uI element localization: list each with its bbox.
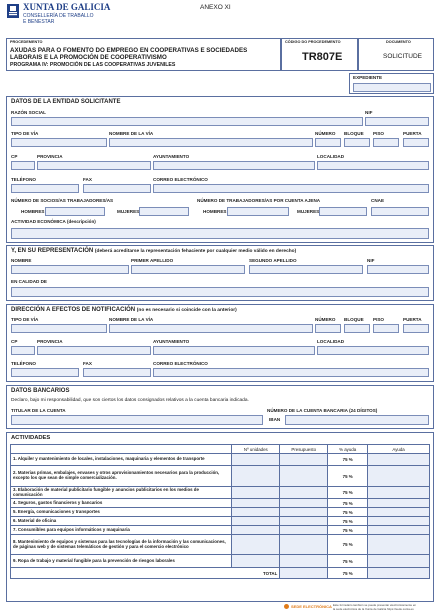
activity-units-field[interactable]: [232, 535, 280, 555]
activity-desc: 8. Mantenimiento de equipos y sistemas para las tecnologías de la información y las comunicaciones, de páginas web y de sistemas telemáticos de gestión y para el comercio electrónico: [11, 535, 232, 555]
col-aid-header: Ayuda: [368, 445, 430, 454]
activity-pct: 75 %: [328, 499, 368, 508]
representative-section: [6, 245, 434, 301]
provincia-field[interactable]: [37, 161, 151, 170]
code-label: CÓDIGO DO PROCEDEMENTO: [285, 40, 341, 44]
cp-label: CP: [11, 154, 18, 159]
procedure-program: PROGRAMA IV: PROMOCIÓN DE LAS COOPERATIVAS JUVENILES: [10, 62, 176, 68]
notif-tipo-via-label: TIPO DE VÍA: [11, 317, 39, 322]
activity-units-field[interactable]: [232, 499, 280, 508]
activity-desc: 3. Elaboración de material publicitario fungible y anuncios publicitarios en los medios de comunicación: [11, 487, 232, 499]
razon-field[interactable]: [11, 117, 363, 126]
document-box: [358, 38, 434, 71]
bank-section: [6, 385, 434, 429]
piso-label: PISO: [373, 131, 384, 136]
activity-desc: 6. Material de oficina: [11, 517, 232, 526]
nif-label: NIF: [365, 110, 373, 115]
xunta-logo: [6, 3, 20, 19]
activity-budget-field[interactable]: [280, 454, 328, 466]
rep-calidad-label: EN CALIDAD DE: [11, 279, 47, 284]
bloque-field[interactable]: [344, 138, 370, 147]
notif-cp-field[interactable]: [11, 346, 35, 355]
rep-calidad-field[interactable]: [11, 287, 429, 297]
dept-line1: CONSELLERÍA DE TRABALLO: [23, 13, 94, 19]
activity-row: [11, 508, 430, 517]
activities-title: ACTIVIDADES: [11, 435, 51, 441]
activity-units-field[interactable]: [232, 526, 280, 535]
notif-telefono-label: TELÉFONO: [11, 361, 37, 366]
notif-puerta-field[interactable]: [403, 324, 429, 333]
total-label: TOTAL: [11, 568, 280, 579]
razon-label: RAZÓN SOCIAL: [11, 110, 46, 115]
col-units-header: Nº unidades: [232, 445, 280, 454]
activity-aid-field[interactable]: [368, 466, 430, 487]
notif-bloque-label: BLOQUE: [344, 317, 364, 322]
code-box: [281, 38, 358, 71]
notif-piso-label: PISO: [373, 317, 384, 322]
activity-budget-field[interactable]: [280, 508, 328, 517]
rep-title: [11, 248, 296, 254]
piso-field[interactable]: [373, 138, 399, 147]
activity-row: [11, 487, 430, 499]
col-budget-header: Presupuesto: [280, 445, 328, 454]
rep-primer-label: PRIMER APELLIDO: [131, 258, 174, 263]
telefono-label: TELÉFONO: [11, 177, 37, 182]
total-budget-field[interactable]: [280, 568, 328, 579]
sede-icon: [284, 604, 289, 609]
bank-title: DATOS BANCARIOS: [11, 388, 70, 394]
activity-aid-field[interactable]: [368, 555, 430, 568]
rep-nif-field[interactable]: [367, 265, 429, 274]
activity-budget-field[interactable]: [280, 555, 328, 568]
activity-desc: 7. Consumibles para equipos informáticos y maquinaria: [11, 526, 232, 535]
procedure-code: TR807E: [302, 51, 343, 63]
col-desc-header: [11, 445, 232, 454]
annex-label: ANEXO XI: [200, 4, 231, 11]
activity-aid-field[interactable]: [368, 508, 430, 517]
rep-title-text: Y, EN SU REPRESENTACIÓN: [11, 248, 94, 254]
activity-desc: 2. Materias primas, embalajes, envases y otros aprovisionamientos necesarios para la producción, excepto los que sean de simple comercialización.: [11, 466, 232, 487]
tipo-via-label: TIPO DE VÍA: [11, 131, 39, 136]
sede-badge[interactable]: [284, 604, 332, 609]
trabajadores-label: NÚMERO DE TRABAJADORES/AS POR CUENTA AJENA: [197, 198, 321, 203]
socios-mujeres-label: MUJERES: [117, 209, 140, 214]
expediente-box: [349, 73, 434, 94]
activity-pct: 75 %: [328, 535, 368, 555]
activity-units-field[interactable]: [232, 487, 280, 499]
notif-ayuntamiento-label: AYUNTAMIENTO: [153, 339, 190, 344]
notif-numero-label: NÚMERO: [315, 317, 336, 322]
notif-fax-label: FAX: [83, 361, 92, 366]
ayuntamiento-field[interactable]: [153, 161, 315, 170]
bloque-label: BLOQUE: [344, 131, 364, 136]
rep-primer-field[interactable]: [131, 265, 245, 274]
activity-desc: 5. Energía, comunicaciones y transportes: [11, 508, 232, 517]
footer-note-1: Este formulario también se puede presentar electrónicamente en: [333, 603, 417, 607]
iban-label: IBAN: [269, 417, 281, 422]
numero-label: NÚMERO: [315, 131, 336, 136]
notif-cp-label: CP: [11, 339, 18, 344]
rep-nif-label: NIF: [367, 258, 375, 263]
rep-nombre-label: NOMBRE: [11, 258, 32, 263]
notif-provincia-label: PROVINCIA: [37, 339, 63, 344]
rep-note: (deberá acreditarse la representación fehaciente por cualquier medio válido en derecho): [94, 249, 297, 254]
notif-nombre-via-label: NOMBRE DE LA VÍA: [109, 317, 154, 322]
tipo-via-field[interactable]: [11, 138, 107, 147]
activity-row: [11, 555, 430, 568]
procedure-box: [6, 38, 281, 71]
activity-row: [11, 454, 430, 466]
notification-section: [6, 304, 434, 382]
activity-aid-field[interactable]: [368, 454, 430, 466]
notif-localidad-field[interactable]: [317, 346, 429, 355]
activity-units-field[interactable]: [232, 454, 280, 466]
activity-total-row: [11, 568, 430, 579]
activity-row: [11, 499, 430, 508]
fax-field[interactable]: [83, 184, 151, 193]
activity-aid-field[interactable]: [368, 487, 430, 499]
account-number-label: NÚMERO DE LA CUENTA BANCARIA (24 DÍGITOS): [267, 408, 378, 413]
notif-nombre-via-field[interactable]: [109, 324, 313, 333]
col-pct-header: % ayuda: [328, 445, 368, 454]
activity-desc: 4. Seguros, gastos financieros y bancarios: [11, 499, 232, 508]
activity-aid-field[interactable]: [368, 517, 430, 526]
activity-units-field[interactable]: [232, 555, 280, 568]
notif-fax-field[interactable]: [83, 368, 151, 377]
activity-units-field[interactable]: [232, 517, 280, 526]
cp-field[interactable]: [11, 161, 35, 170]
activity-desc: 9. Ropa de trabajo y material fungible para la prevención de riesgos laborales: [11, 555, 232, 568]
ayuntamiento-label: AYUNTAMIENTO: [153, 154, 190, 159]
notif-correo-field[interactable]: [153, 368, 429, 377]
notif-numero-field[interactable]: [315, 324, 341, 333]
telefono-field[interactable]: [11, 184, 79, 193]
procedure-label: PROCEDEMENTO: [10, 40, 43, 44]
activity-units-field[interactable]: [232, 508, 280, 517]
nombre-via-label: NOMBRE DE LA VÍA: [109, 131, 154, 136]
trab-hombres-label: HOMBRES: [203, 209, 227, 214]
notif-note: (no es necesario si coincide con la anterior): [136, 308, 237, 313]
correo-field[interactable]: [153, 184, 429, 193]
activity-pct: 75 %: [328, 526, 368, 535]
notif-piso-field[interactable]: [373, 324, 399, 333]
activity-pct: 75 %: [328, 454, 368, 466]
notif-title-text: DIRECCIÓN A EFECTOS DE NOTIFICACIÓN: [11, 307, 136, 313]
expediente-field[interactable]: [353, 83, 431, 92]
titular-label: TITULAR DE LA CUENTA: [11, 408, 66, 413]
total-pct: 75 %: [328, 568, 368, 579]
socios-hombres-field[interactable]: [45, 207, 105, 216]
trab-mujeres-field[interactable]: [319, 207, 367, 216]
notif-correo-label: CORREO ELECTRÓNICO: [153, 361, 208, 366]
activity-budget-field[interactable]: [280, 466, 328, 487]
correo-label: CORREO ELECTRÓNICO: [153, 177, 208, 182]
activity-budget-field[interactable]: [280, 487, 328, 499]
activity-pct: 75 %: [328, 517, 368, 526]
cnae-label: CNAE: [371, 198, 385, 203]
socios-mujeres-field[interactable]: [139, 207, 189, 216]
nif-field[interactable]: [365, 117, 429, 126]
total-aid-field[interactable]: [368, 568, 430, 579]
activity-pct: 75 %: [328, 487, 368, 499]
activity-pct: 75 %: [328, 508, 368, 517]
doc-type: SOLICITUDE: [383, 53, 423, 60]
socios-hombres-label: HOMBRES: [21, 209, 45, 214]
procedure-title-1: AXUDAS PARA O FOMENTO DO EMPREGO EN COOPERATIVAS E SOCIEDADES: [10, 47, 248, 54]
galicia-shield-icon: [6, 3, 20, 19]
activity-row: [11, 517, 430, 526]
notif-puerta-label: PUERTA: [403, 317, 422, 322]
puerta-field[interactable]: [403, 138, 429, 147]
activities-header-row: [11, 445, 430, 454]
footer-note-2: la sede electrónica de la Xunta de Galicia https://sede.xunta.es: [333, 607, 414, 611]
notif-tipo-via-field[interactable]: [11, 324, 107, 333]
notif-ayuntamiento-field[interactable]: [153, 346, 315, 355]
actividad-label: ACTIVIDAD ECONÓMICA (descripción): [11, 219, 96, 224]
trab-mujeres-label: MUJERES: [297, 209, 320, 214]
rep-segundo-label: SEGUNDO APELLIDO: [249, 258, 297, 263]
puerta-label: PUERTA: [403, 131, 422, 136]
entity-title: DATOS DE LA ENTIDAD SOLICITANTE: [11, 99, 121, 105]
rep-nombre-field[interactable]: [11, 265, 129, 274]
dept-line2: E BENESTAR: [23, 19, 55, 25]
expediente-label: EXPEDIENTE: [353, 75, 383, 80]
trab-hombres-field[interactable]: [227, 207, 289, 216]
rep-segundo-field[interactable]: [249, 265, 363, 274]
activity-aid-field[interactable]: [368, 535, 430, 555]
activity-row: [11, 526, 430, 535]
actividad-field[interactable]: [11, 228, 429, 239]
activity-row: [11, 466, 430, 487]
activity-budget-field[interactable]: [280, 526, 328, 535]
doc-label: DOCUMENTO: [386, 40, 411, 44]
activity-pct: 75 %: [328, 466, 368, 487]
sede-label: SEDE ELECTRÓNICA: [291, 604, 332, 609]
localidad-label: LOCALIDAD: [317, 154, 345, 159]
activity-aid-field[interactable]: [368, 526, 430, 535]
localidad-field[interactable]: [317, 161, 429, 170]
notif-telefono-field[interactable]: [11, 368, 79, 377]
bank-declaration: Declaro, bajo mi responsabilidad, que son ciertos los datos consignados relativos a la cuenta bancaria indicada.: [11, 398, 249, 403]
notif-title: [11, 307, 237, 313]
entity-section: [6, 96, 434, 243]
numero-field[interactable]: [315, 138, 341, 147]
activity-aid-field[interactable]: [368, 499, 430, 508]
nombre-via-field[interactable]: [109, 138, 313, 147]
activity-units-field[interactable]: [232, 466, 280, 487]
activity-pct: 75 %: [328, 555, 368, 568]
notif-bloque-field[interactable]: [344, 324, 370, 333]
provincia-label: PROVINCIA: [37, 154, 63, 159]
procedure-title-2: LABORAIS E LA PROMOCIÓN DE COOPERATIVISMO: [10, 54, 167, 61]
activity-budget-field[interactable]: [280, 517, 328, 526]
activity-budget-field[interactable]: [280, 499, 328, 508]
activity-desc: 1. Alquiler y mantenimiento de locales, instalaciones, maquinaria y elementos de transporte: [11, 454, 232, 466]
activity-row: [11, 535, 430, 555]
activity-budget-field[interactable]: [280, 535, 328, 555]
titular-field[interactable]: [11, 415, 263, 425]
fax-label: FAX: [83, 177, 92, 182]
notif-provincia-field[interactable]: [37, 346, 151, 355]
cnae-field[interactable]: [371, 207, 429, 216]
socios-label: NÚMERO DE SOCIOS/AS TRABAJADORES/AS: [11, 198, 114, 203]
notif-localidad-label: LOCALIDAD: [317, 339, 345, 344]
activities-table: [10, 444, 430, 579]
account-number-field[interactable]: [285, 415, 429, 425]
org-name: XUNTA DE GALICIA: [23, 2, 111, 12]
